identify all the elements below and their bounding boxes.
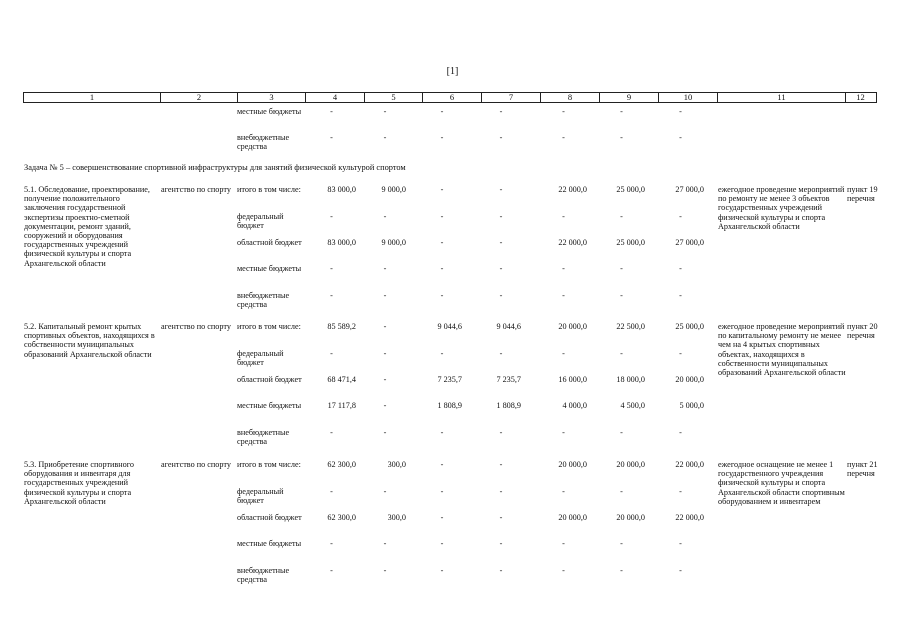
section-0-row-4-label: внебюджетные средства — [237, 291, 290, 310]
top-row-0-value-10: - — [679, 107, 682, 116]
section-0-row-2-value-6: - — [440, 238, 444, 247]
header-col-2: 2 — [161, 93, 238, 102]
section-0-row-0-value-6: - — [440, 185, 444, 194]
section-2-row-4-label: внебюджетные средства — [237, 566, 290, 585]
section-2-row-0-label: итого в том числе: — [237, 460, 301, 469]
section-1-row-2-label: областной бюджет — [237, 375, 302, 384]
top-row-1-value-4: - — [330, 133, 333, 142]
section-1-row-0-value-5: - — [383, 322, 387, 331]
section-1-row-3-value-10: 5 000,0 — [679, 401, 704, 410]
section-1-row-4-value-10: - — [679, 428, 682, 437]
section-2-row-4-value-9: - — [620, 566, 623, 575]
top-row-1-value-5: - — [383, 133, 387, 142]
section-1-row-3-value-6: 1 808,9 — [437, 401, 462, 410]
section-0-row-1-label: федеральный бюджет — [237, 212, 284, 231]
section-2-row-3-value-9: - — [620, 539, 623, 548]
section-0-name: 5.1. Обследование, проектирование, получение положительного заключения государственной экспертизы проектно-сметной документации, ремонт зданий, сооружений и оборудования государственных учреждений физической культуры и спорта Архангельской области — [24, 185, 150, 268]
section-2-row-2-label: областной бюджет — [237, 513, 302, 522]
section-1-row-1-value-5: - — [383, 349, 387, 358]
section-0-row-1-value-6: - — [440, 212, 444, 221]
task-title: Задача № 5 – совершенствование спортивной инфраструктуры для занятий физической культурой спортом — [24, 163, 406, 172]
section-2-row-2-value-8: 20 000,0 — [558, 513, 587, 522]
section-0-row-0-value-10: 27 000,0 — [675, 185, 704, 194]
section-2-row-1-value-8: - — [562, 487, 565, 496]
section-1-ref: пункт 20 перечня — [847, 322, 878, 341]
top-row-0-value-7: - — [499, 107, 503, 116]
header-col-9: 9 — [600, 93, 659, 102]
section-2-ref: пункт 21 перечня — [847, 460, 878, 479]
section-0-row-2-value-5: 9 000,0 — [381, 238, 406, 247]
section-1-row-0-value-4: 85 589,2 — [327, 322, 356, 331]
section-0-row-1-value-5: - — [383, 212, 387, 221]
section-1-row-0-value-9: 22 500,0 — [616, 322, 645, 331]
section-0-row-3-value-5: - — [383, 264, 387, 273]
section-2-executor: агентство по спорту — [161, 460, 231, 469]
section-2-row-3-label: местные бюджеты — [237, 539, 302, 548]
section-2-row-4-value-6: - — [440, 566, 444, 575]
section-2-row-4-value-5: - — [383, 566, 387, 575]
section-1-row-2-value-8: 16 000,0 — [558, 375, 587, 384]
top-row-0-value-8: - — [562, 107, 565, 116]
section-1-row-3-label: местные бюджеты — [237, 401, 302, 410]
top-row-1-value-9: - — [620, 133, 623, 142]
section-0-row-1-value-7: - — [499, 212, 503, 221]
section-1-row-2-value-4: 68 471,4 — [327, 375, 356, 384]
section-1-row-2-value-10: 20 000,0 — [675, 375, 704, 384]
section-2-row-0-value-5: 300,0 — [387, 460, 406, 469]
section-1-row-1-value-8: - — [562, 349, 565, 358]
header-col-5: 5 — [365, 93, 423, 102]
section-2-row-1-value-6: - — [440, 487, 444, 496]
section-0-row-2-value-4: 83 000,0 — [327, 238, 356, 247]
section-0-result: ежегодное проведение мероприятий по ремонту не менее 3 объектов государственных учреждений физической культуры и спорта Архангельской области — [718, 185, 845, 231]
section-2-row-3-value-4: - — [330, 539, 333, 548]
section-0-ref: пункт 19 перечня — [847, 185, 878, 204]
section-1-name: 5.2. Капитальный ремонт крытых спортивных объектов, находящихся в собственности муниципальных образований Архангельской области — [24, 322, 155, 359]
section-0-row-3-value-9: - — [620, 264, 623, 273]
section-2-row-1-value-4: - — [330, 487, 333, 496]
section-0-row-2-label: областной бюджет — [237, 238, 302, 247]
section-2-row-2-value-10: 22 000,0 — [675, 513, 704, 522]
top-row-0-value-6: - — [440, 107, 444, 116]
section-0-row-1-value-8: - — [562, 212, 565, 221]
top-row-1-value-6: - — [440, 133, 444, 142]
header-col-3: 3 — [238, 93, 306, 102]
section-2-result: ежегодное оснащение не менее 1 государственного учреждения физической культуры и спорта Архангельской области спортивным оборудованием и инвентарем — [718, 460, 845, 506]
section-1-row-2-value-5: - — [383, 375, 387, 384]
section-0-row-2-value-10: 27 000,0 — [675, 238, 704, 247]
section-1-row-4-value-4: - — [330, 428, 333, 437]
header-col-7: 7 — [482, 93, 541, 102]
header-col-10: 10 — [659, 93, 718, 102]
section-0-row-4-value-5: - — [383, 291, 387, 300]
section-2-row-2-value-9: 20 000,0 — [616, 513, 645, 522]
section-2-row-0-value-7: - — [499, 460, 503, 469]
header-col-8: 8 — [541, 93, 600, 102]
section-2-row-1-value-7: - — [499, 487, 503, 496]
section-0-row-4-value-9: - — [620, 291, 623, 300]
section-2-row-0-value-10: 22 000,0 — [675, 460, 704, 469]
section-0-row-3-value-4: - — [330, 264, 333, 273]
section-2-row-2-value-6: - — [440, 513, 444, 522]
section-0-row-1-value-9: - — [620, 212, 623, 221]
section-0-row-3-value-8: - — [562, 264, 565, 273]
header-col-1: 1 — [24, 93, 161, 102]
section-1-executor: агентство по спорту — [161, 322, 231, 331]
section-2-row-4-value-4: - — [330, 566, 333, 575]
section-0-row-0-value-4: 83 000,0 — [327, 185, 356, 194]
section-1-row-3-value-8: 4 000,0 — [562, 401, 587, 410]
section-0-row-2-value-8: 22 000,0 — [558, 238, 587, 247]
section-2-row-1-value-10: - — [679, 487, 682, 496]
section-1-row-4-value-9: - — [620, 428, 623, 437]
top-row-1-label: внебюджетные средства — [237, 133, 290, 152]
section-1-row-1-label: федеральный бюджет — [237, 349, 284, 368]
section-0-row-0-label: итого в том числе: — [237, 185, 301, 194]
section-0-row-4-value-8: - — [562, 291, 565, 300]
top-row-0-value-9: - — [620, 107, 623, 116]
section-2-row-4-value-8: - — [562, 566, 565, 575]
section-2-row-2-value-5: 300,0 — [387, 513, 406, 522]
section-1-row-1-value-4: - — [330, 349, 333, 358]
section-1-row-3-value-4: 17 117,8 — [327, 401, 356, 410]
section-0-executor: агентство по спорту — [161, 185, 231, 194]
section-2-row-1-value-9: - — [620, 487, 623, 496]
section-2-row-3-value-8: - — [562, 539, 565, 548]
section-2-row-0-value-9: 20 000,0 — [616, 460, 645, 469]
section-1-row-4-label: внебюджетные средства — [237, 428, 290, 447]
section-0-row-4-value-6: - — [440, 291, 444, 300]
section-1-row-2-value-6: 7 235,7 — [437, 375, 462, 384]
section-2-row-4-value-10: - — [679, 566, 682, 575]
section-0-row-0-value-8: 22 000,0 — [558, 185, 587, 194]
section-1-row-3-value-7: 1 808,9 — [496, 401, 521, 410]
section-1-row-4-value-5: - — [383, 428, 387, 437]
section-1-row-2-value-9: 18 000,0 — [616, 375, 645, 384]
section-1-row-4-value-6: - — [440, 428, 444, 437]
page-number: [1] — [446, 66, 459, 77]
section-1-row-1-value-9: - — [620, 349, 623, 358]
table-header — [23, 92, 877, 103]
section-2-row-3-value-6: - — [440, 539, 444, 548]
section-1-result: ежегодное проведение мероприятий по капитальному ремонту не менее чем на 4 крытых спортивных объектах, находящихся в собственности муниципальных образований Архангельской области — [718, 322, 846, 377]
section-2-row-3-value-10: - — [679, 539, 682, 548]
section-0-row-0-value-9: 25 000,0 — [616, 185, 645, 194]
section-0-row-3-value-7: - — [499, 264, 503, 273]
section-2-row-0-value-4: 62 300,0 — [327, 460, 356, 469]
section-0-row-2-value-9: 25 000,0 — [616, 238, 645, 247]
section-1-row-2-value-7: 7 235,7 — [496, 375, 521, 384]
section-0-row-1-value-4: - — [330, 212, 333, 221]
section-1-row-0-value-8: 20 000,0 — [558, 322, 587, 331]
section-2-row-1-label: федеральный бюджет — [237, 487, 284, 506]
top-row-0-value-5: - — [383, 107, 387, 116]
section-2-row-4-value-7: - — [499, 566, 503, 575]
section-0-row-0-value-7: - — [499, 185, 503, 194]
section-2-row-2-value-4: 62 300,0 — [327, 513, 356, 522]
section-2-row-0-value-8: 20 000,0 — [558, 460, 587, 469]
section-0-row-4-value-10: - — [679, 291, 682, 300]
section-0-row-2-value-7: - — [499, 238, 503, 247]
section-0-row-4-value-7: - — [499, 291, 503, 300]
section-0-row-3-label: местные бюджеты — [237, 264, 302, 273]
section-1-row-4-value-8: - — [562, 428, 565, 437]
section-1-row-3-value-5: - — [383, 401, 387, 410]
section-1-row-3-value-9: 4 500,0 — [620, 401, 645, 410]
top-row-1-value-8: - — [562, 133, 565, 142]
section-2-row-0-value-6: - — [440, 460, 444, 469]
header-col-11: 11 — [718, 93, 846, 102]
section-2-row-2-value-7: - — [499, 513, 503, 522]
section-0-row-0-value-5: 9 000,0 — [381, 185, 406, 194]
header-col-4: 4 — [306, 93, 365, 102]
section-0-row-3-value-10: - — [679, 264, 682, 273]
section-1-row-0-value-10: 25 000,0 — [675, 322, 704, 331]
section-2-row-3-value-5: - — [383, 539, 387, 548]
section-1-row-1-value-7: - — [499, 349, 503, 358]
header-col-6: 6 — [423, 93, 482, 102]
top-row-0-label: местные бюджеты — [237, 107, 302, 116]
header-col-12: 12 — [856, 92, 865, 102]
section-2-name: 5.3. Приобретение спортивного оборудования и инвентаря для государственных учреждений физической культуры и спорта Архангельской области — [24, 460, 135, 506]
section-2-row-1-value-5: - — [383, 487, 387, 496]
section-0-row-3-value-6: - — [440, 264, 444, 273]
section-1-row-4-value-7: - — [499, 428, 503, 437]
section-2-row-3-value-7: - — [499, 539, 503, 548]
top-row-1-value-10: - — [679, 133, 682, 142]
top-row-0-value-4: - — [330, 107, 333, 116]
section-1-row-0-value-7: 9 044,6 — [496, 322, 521, 331]
section-1-row-1-value-6: - — [440, 349, 444, 358]
section-1-row-0-value-6: 9 044,6 — [437, 322, 462, 331]
top-row-1-value-7: - — [499, 133, 503, 142]
section-0-row-4-value-4: - — [330, 291, 333, 300]
section-1-row-0-label: итого в том числе: — [237, 322, 301, 331]
section-1-row-1-value-10: - — [679, 349, 682, 358]
section-0-row-1-value-10: - — [679, 212, 682, 221]
